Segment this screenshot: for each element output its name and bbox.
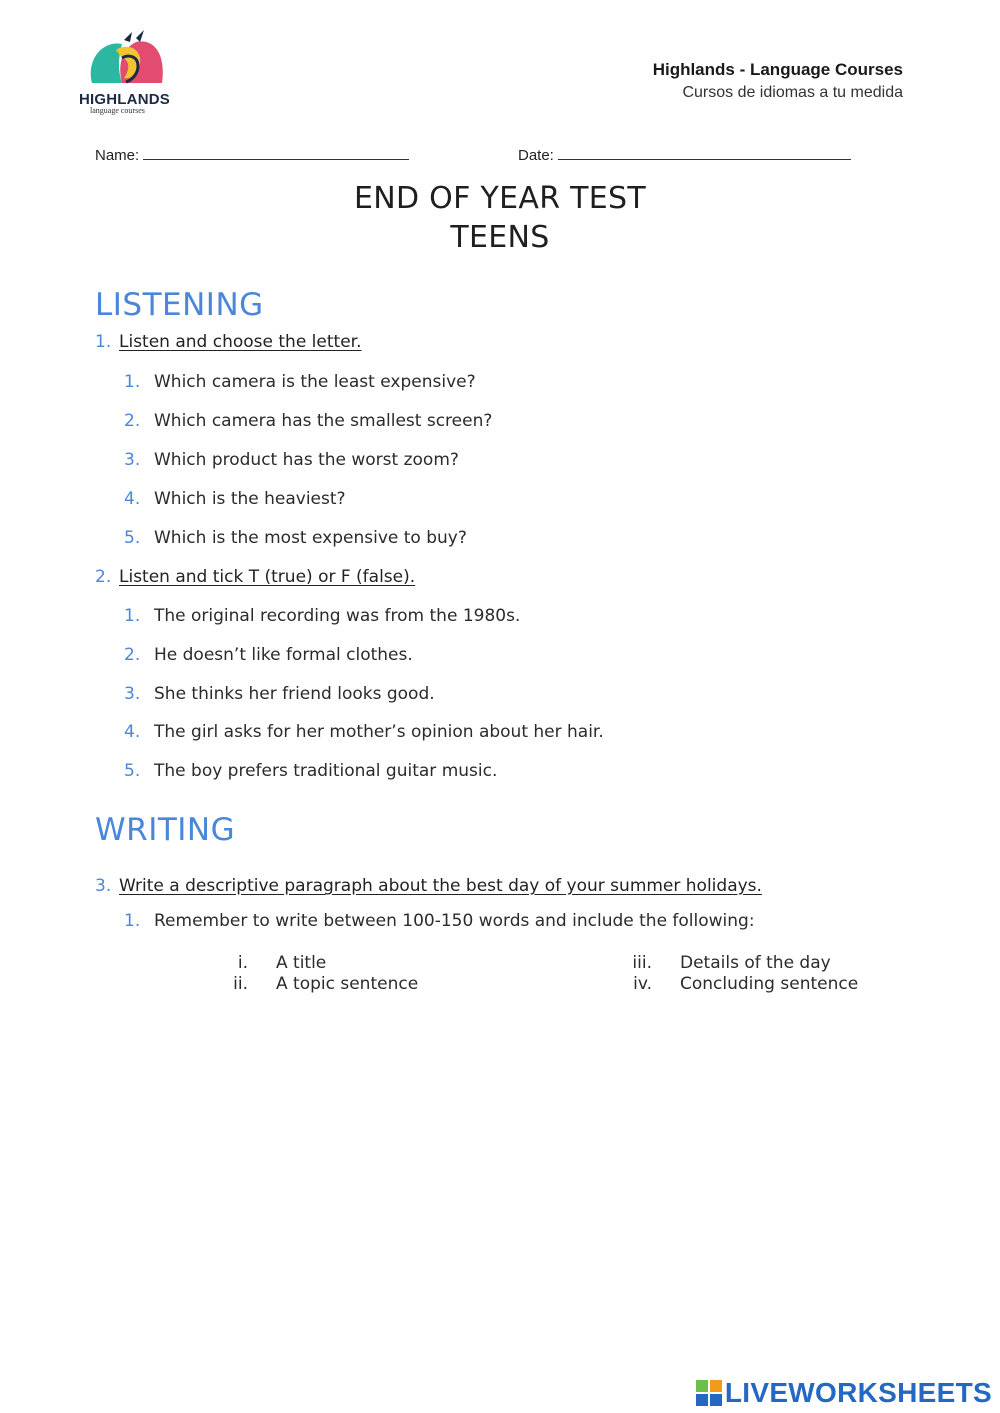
list-item	[124, 372, 476, 392]
item-number: 1.	[124, 372, 141, 392]
item-number: 5.	[124, 761, 141, 781]
checklist-item	[218, 974, 418, 994]
test-title: END OF YEAR TEST	[353, 181, 647, 216]
item-text: Which is the most expensive to buy?	[154, 528, 467, 548]
item-text: The original recording was from the 1980s.	[154, 606, 521, 626]
question-1	[95, 332, 362, 352]
logo-subtitle: language courses	[90, 106, 145, 115]
question-text: Write a descriptive paragraph about the best day of your summer holidays.	[119, 876, 762, 896]
list-item	[124, 606, 520, 626]
liveworksheets-logo-icon	[696, 1380, 722, 1406]
item-text: Which camera is the least expensive?	[154, 372, 476, 392]
name-line[interactable]	[143, 145, 409, 160]
checklist-item	[218, 953, 326, 973]
item-text: Which camera has the smallest screen?	[154, 411, 493, 431]
list-item	[124, 684, 435, 704]
item-number: 4.	[124, 722, 141, 742]
list-item	[124, 450, 459, 470]
checklist-number: iv.	[633, 974, 652, 994]
item-number: 1.	[124, 911, 141, 931]
item-number: 2.	[124, 645, 141, 665]
question-2	[95, 567, 415, 587]
question-3	[95, 876, 762, 896]
name-field[interactable]	[95, 145, 409, 164]
question-number: 1.	[95, 332, 112, 352]
item-text: Which is the heaviest?	[154, 489, 346, 509]
item-number: 4.	[124, 489, 141, 509]
item-number: 1.	[124, 606, 141, 626]
logo-name: HIGHLANDS	[79, 91, 170, 108]
item-number: 3.	[124, 450, 141, 470]
list-item	[124, 528, 467, 548]
question-text: Listen and tick T (true) or F (false).	[119, 567, 416, 587]
liveworksheets-brand[interactable]	[696, 1376, 992, 1410]
question-number: 2.	[95, 567, 112, 587]
question-text: Listen and choose the letter.	[119, 332, 362, 352]
checklist-text: A title	[276, 953, 327, 973]
list-item	[124, 911, 755, 931]
checklist-text: A topic sentence	[276, 974, 419, 994]
checklist-number: iii.	[632, 953, 652, 973]
list-item	[124, 761, 497, 781]
item-number: 3.	[124, 684, 141, 704]
list-item	[124, 645, 413, 665]
name-label: Name:	[95, 147, 140, 164]
list-item	[124, 411, 492, 431]
item-number: 2.	[124, 411, 141, 431]
section-heading-listening: LISTENING	[95, 287, 264, 323]
organization-title: Highlands - Language Courses	[652, 60, 903, 79]
item-text: The boy prefers traditional guitar music.	[154, 761, 498, 781]
organization-subtitle: Cursos de idiomas a tu medida	[682, 84, 903, 101]
item-text: Which product has the worst zoom?	[154, 450, 459, 470]
date-label: Date:	[518, 147, 554, 164]
item-number: 5.	[124, 528, 141, 548]
checklist-text: Concluding sentence	[680, 974, 859, 994]
test-subtitle: TEENS	[450, 220, 550, 255]
question-number: 3.	[95, 876, 112, 896]
list-item	[124, 722, 604, 742]
section-heading-writing: WRITING	[95, 812, 236, 848]
checklist-number: ii.	[233, 974, 248, 994]
item-text: He doesn’t like formal clothes.	[154, 645, 413, 665]
item-text: She thinks her friend looks good.	[154, 684, 435, 704]
list-item	[124, 489, 346, 509]
liveworksheets-wordmark: LIVEWORKSHEETS	[724, 1377, 992, 1408]
date-line[interactable]	[558, 145, 851, 160]
checklist-item	[622, 953, 831, 973]
date-field[interactable]	[518, 145, 851, 164]
checklist-number: i.	[237, 953, 248, 973]
item-text: Remember to write between 100-150 words and include the following:	[154, 911, 755, 931]
checklist-item	[622, 974, 858, 994]
item-text: The girl asks for her mother’s opinion about her hair.	[154, 722, 604, 742]
checklist-text: Details of the day	[680, 953, 831, 973]
